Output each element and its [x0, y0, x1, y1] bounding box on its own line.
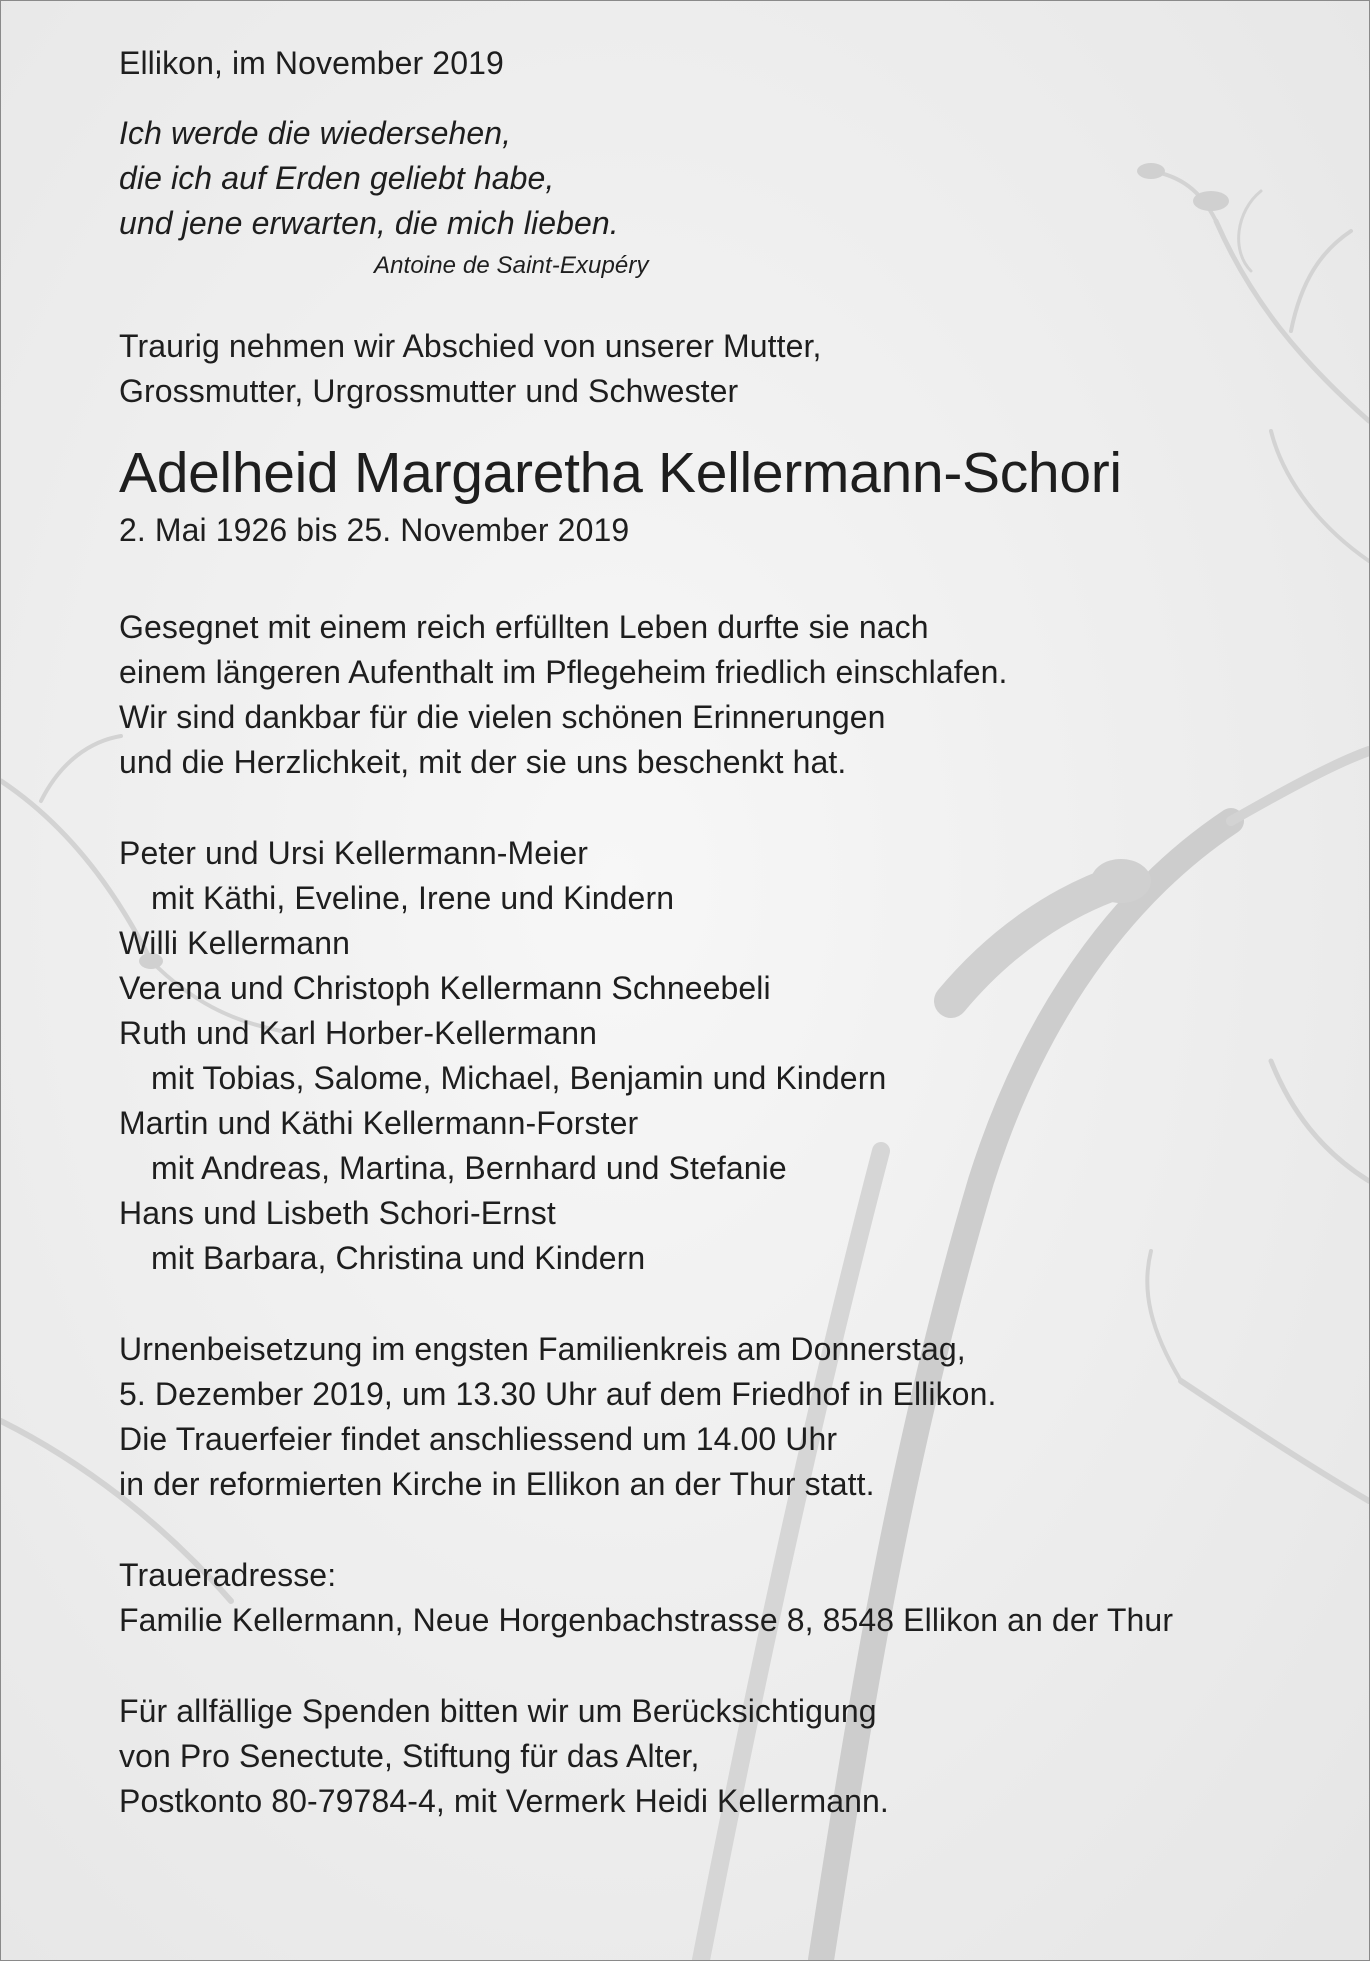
place-date: Ellikon, im November 2019	[119, 45, 504, 81]
family-member: Peter und Ursi Kellermann-Meier	[119, 835, 589, 871]
life-dates: 2. Mai 1926 bis 25. November 2019	[119, 512, 630, 548]
ceremony-line: Die Trauerfeier findet anschliessend um 14.00 Uhr	[119, 1421, 838, 1457]
message-paragraph	[119, 605, 1339, 785]
quote	[119, 111, 1339, 246]
family-member: Hans und Lisbeth Schori-Ernst	[119, 1195, 556, 1231]
ceremony-paragraph	[119, 1327, 1339, 1507]
obituary-text	[119, 41, 1339, 1824]
ceremony-line: 5. Dezember 2019, um 13.30 Uhr auf dem Friedhof in Ellikon.	[119, 1376, 997, 1412]
quote-line: Ich werde die wiedersehen,	[119, 115, 512, 151]
quote-line: die ich auf Erden geliebt habe,	[119, 160, 555, 196]
family-list	[119, 831, 1339, 1281]
ceremony-line: in der reformierten Kirche in Ellikon an der Thur statt.	[119, 1466, 875, 1502]
donations-line: von Pro Senectute, Stiftung für das Alter,	[119, 1738, 700, 1774]
family-children: mit Käthi, Eveline, Irene und Kindern	[151, 880, 675, 916]
quote-line: und jene erwarten, die mich lieben.	[119, 205, 619, 241]
donations-line: Für allfällige Spenden bitten wir um Berücksichtigung	[119, 1693, 877, 1729]
mourning-address	[119, 1553, 1339, 1643]
family-member: Verena und Christoph Kellermann Schneebeli	[119, 970, 771, 1006]
intro-line: Grossmutter, Urgrossmutter und Schwester	[119, 373, 739, 409]
message-line: einem längeren Aufenthalt im Pflegeheim friedlich einschlafen.	[119, 654, 1008, 690]
donations-paragraph	[119, 1689, 1339, 1824]
message-line: Wir sind dankbar für die vielen schönen Erinnerungen	[119, 699, 886, 735]
deceased-name: Adelheid Margaretha Kellermann-Schori	[119, 441, 1122, 505]
family-children: mit Andreas, Martina, Bernhard und Stefanie	[151, 1150, 787, 1186]
intro-text	[119, 324, 1339, 414]
address-value: Familie Kellermann, Neue Horgenbachstrasse 8, 8548 Ellikon an der Thur	[119, 1602, 1174, 1638]
quote-author: Antoine de Saint-Exupéry	[374, 252, 649, 279]
family-member: Willi Kellermann	[119, 925, 350, 961]
message-line: und die Herzlichkeit, mit der sie uns beschenkt hat.	[119, 744, 847, 780]
message-line: Gesegnet mit einem reich erfüllten Leben durfte sie nach	[119, 609, 929, 645]
family-member: Ruth und Karl Horber-Kellermann	[119, 1015, 597, 1051]
address-label: Traueradresse:	[119, 1557, 337, 1593]
family-children: mit Barbara, Christina und Kindern	[151, 1240, 646, 1276]
ceremony-line: Urnenbeisetzung im engsten Familienkreis am Donnerstag,	[119, 1331, 966, 1367]
family-member: Martin und Käthi Kellermann-Forster	[119, 1105, 639, 1141]
donations-line: Postkonto 80-79784-4, mit Vermerk Heidi Kellermann.	[119, 1783, 889, 1819]
intro-line: Traurig nehmen wir Abschied von unserer Mutter,	[119, 328, 822, 364]
family-children: mit Tobias, Salome, Michael, Benjamin und Kindern	[151, 1060, 887, 1096]
